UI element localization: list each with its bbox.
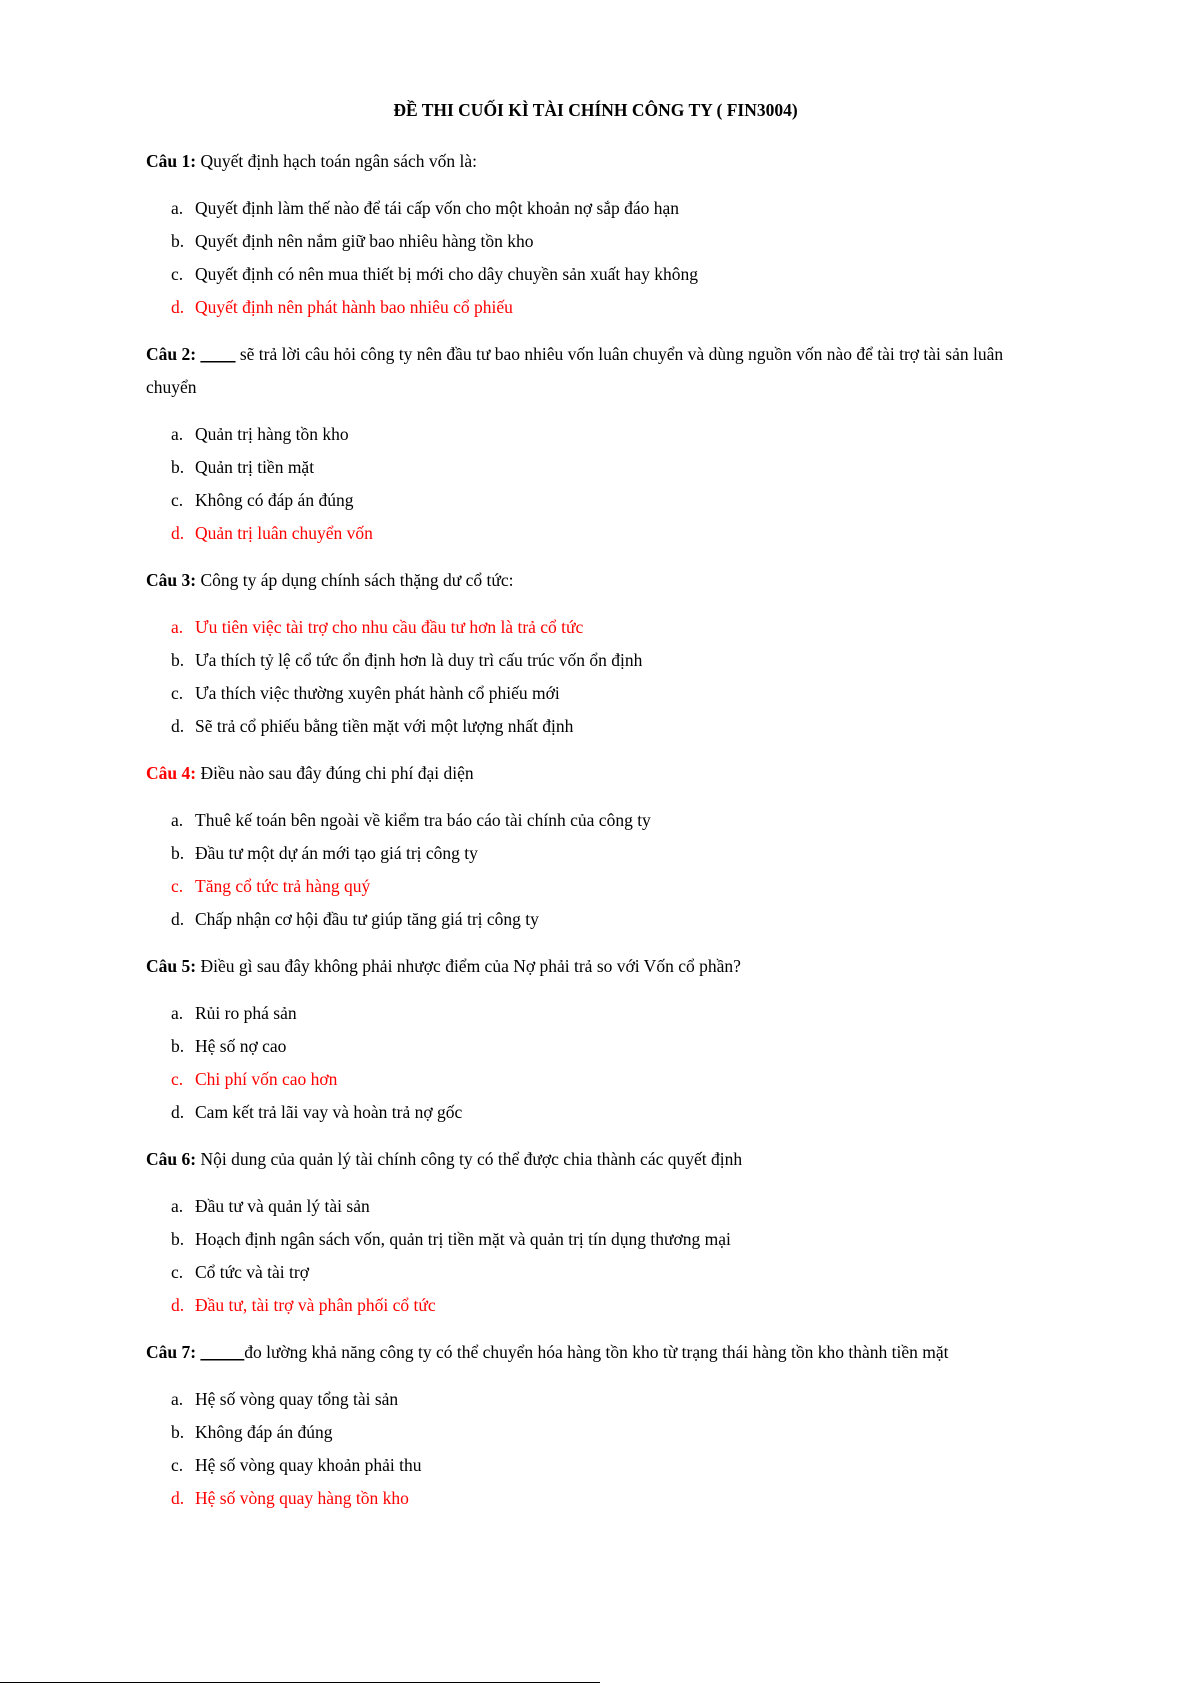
question-3-body: Công ty áp dụng chính sách thặng dư cổ tức: [196, 570, 514, 590]
option-letter: b. [171, 1422, 185, 1442]
option-text: Ưa thích tỷ lệ cổ tức ổn định hơn là duy trì cấu trúc vốn ổn định [195, 650, 643, 670]
option-letter: d. [171, 909, 185, 929]
question-5-option-a [146, 997, 1046, 1030]
option-text: Thuê kế toán bên ngoài về kiểm tra báo cáo tài chính của công ty [195, 810, 651, 830]
question-2-option-a [146, 418, 1046, 451]
question-1 [146, 145, 1046, 324]
footer-divider [0, 1682, 600, 1683]
option-text: Quyết định nên nắm giữ bao nhiêu hàng tồn kho [195, 231, 534, 251]
question-3-option-b [146, 644, 1046, 677]
question-5-option-d [146, 1096, 1046, 1129]
option-letter: c. [171, 876, 184, 896]
question-3-option-d [146, 710, 1046, 743]
option-text: Sẽ trả cổ phiếu bằng tiền mặt với một lượng nhất định [195, 716, 574, 736]
question-list [146, 145, 1046, 1529]
question-4-option-a [146, 804, 1046, 837]
option-letter: a. [171, 1003, 184, 1023]
option-text: Cam kết trả lãi vay và hoàn trả nợ gốc [195, 1102, 463, 1122]
question-2-label: Câu 2: [146, 344, 197, 364]
question-7-body: đo lường khả năng công ty có thể chuyển hóa hàng tồn kho từ trạng thái hàng tồn kho thành tiền mặt [244, 1342, 949, 1362]
option-letter: b. [171, 1229, 185, 1249]
option-letter: c. [171, 1262, 184, 1282]
question-7-option-b [146, 1416, 1046, 1449]
question-5-label: Câu 5: [146, 956, 197, 976]
question-7-option-d-correct [146, 1482, 1046, 1515]
question-4 [146, 757, 1046, 936]
option-letter: a. [171, 1196, 184, 1216]
question-7-option-c [146, 1449, 1046, 1482]
question-1-label: Câu 1: [146, 151, 197, 171]
question-6-label: Câu 6: [146, 1149, 197, 1169]
question-6-options [146, 1190, 1046, 1322]
option-text: Quyết định làm thế nào để tái cấp vốn cho một khoản nợ sắp đáo hạn [195, 198, 680, 218]
option-letter: b. [171, 457, 185, 477]
option-text: Cổ tức và tài trợ [195, 1262, 309, 1282]
option-text: Chi phí vốn cao hơn [195, 1069, 338, 1089]
option-text: Quyết định có nên mua thiết bị mới cho dây chuyền sản xuất hay không [195, 264, 699, 284]
question-4-option-d [146, 903, 1046, 936]
question-6-option-c [146, 1256, 1046, 1289]
option-text: Chấp nhận cơ hội đầu tư giúp tăng giá trị công ty [195, 909, 539, 929]
question-2-option-d-correct [146, 517, 1046, 550]
question-6 [146, 1143, 1046, 1322]
question-2-body: sẽ trả lời câu hỏi công ty nên đầu tư bao nhiêu vốn luân chuyển và dùng nguồn vốn nào để tài trợ tài sản luân chuyển [146, 344, 1004, 397]
question-4-body: Điều nào sau đây đúng chi phí đại diện [196, 763, 474, 783]
question-2-option-c [146, 484, 1046, 517]
option-letter: c. [171, 264, 184, 284]
question-7-text [146, 1336, 1046, 1369]
question-3-text [146, 564, 1046, 597]
option-letter: d. [171, 523, 185, 543]
option-letter: d. [171, 1295, 185, 1315]
question-2-blank: ____ [200, 344, 236, 364]
question-5-body: Điều gì sau đây không phải nhược điểm của Nợ phải trả so với Vốn cổ phần? [196, 956, 741, 976]
question-2-options [146, 418, 1046, 550]
option-letter: a. [171, 810, 184, 830]
option-text: Hệ số vòng quay khoản phải thu [195, 1455, 422, 1475]
question-6-body: Nội dung của quản lý tài chính công ty có thể được chia thành các quyết định [196, 1149, 743, 1169]
option-letter: d. [171, 1102, 185, 1122]
option-letter: b. [171, 1036, 185, 1056]
question-1-options [146, 192, 1046, 324]
question-3 [146, 564, 1046, 743]
option-text: Ưa thích việc thường xuyên phát hành cổ phiếu mới [195, 683, 560, 703]
option-text: Hoạch định ngân sách vốn, quản trị tiền mặt và quản trị tín dụng thương mại [195, 1229, 731, 1249]
question-4-option-b [146, 837, 1046, 870]
question-1-option-a [146, 192, 1046, 225]
option-letter: c. [171, 1069, 184, 1089]
question-7-option-a [146, 1383, 1046, 1416]
option-text: Quản trị tiền mặt [195, 457, 315, 477]
option-letter: b. [171, 843, 185, 863]
question-1-option-d-correct [146, 291, 1046, 324]
option-text: Đầu tư, tài trợ và phân phối cổ tức [195, 1295, 436, 1315]
option-text: Quyết định nên phát hành bao nhiêu cổ phiếu [195, 297, 513, 317]
option-letter: a. [171, 1389, 184, 1409]
option-letter: d. [171, 297, 185, 317]
question-3-options [146, 611, 1046, 743]
question-4-label: Câu 4: [146, 763, 197, 783]
option-letter: a. [171, 617, 184, 637]
option-letter: a. [171, 424, 184, 444]
question-2 [146, 338, 1046, 550]
question-1-body: Quyết định hạch toán ngân sách vốn là: [196, 151, 477, 171]
question-7-label: Câu 7: [146, 1342, 197, 1362]
option-letter: c. [171, 1455, 184, 1475]
option-text: Rủi ro phá sản [195, 1003, 297, 1023]
option-text: Đầu tư một dự án mới tạo giá trị công ty [195, 843, 478, 863]
question-3-option-c [146, 677, 1046, 710]
question-5-options [146, 997, 1046, 1129]
question-3-label: Câu 3: [146, 570, 197, 590]
question-1-option-c [146, 258, 1046, 291]
question-6-option-b [146, 1223, 1046, 1256]
question-7-options [146, 1383, 1046, 1515]
question-2-text [146, 338, 1046, 404]
question-1-text [146, 145, 1046, 178]
option-text: Ưu tiên việc tài trợ cho nhu cầu đầu tư hơn là trả cổ tức [195, 617, 584, 637]
option-letter: c. [171, 683, 184, 703]
question-6-option-a [146, 1190, 1046, 1223]
question-4-text [146, 757, 1046, 790]
option-letter: b. [171, 231, 185, 251]
option-letter: c. [171, 490, 184, 510]
question-5-option-b [146, 1030, 1046, 1063]
option-letter: b. [171, 650, 185, 670]
option-letter: d. [171, 716, 185, 736]
option-text: Đầu tư và quản lý tài sản [195, 1196, 370, 1216]
option-text: Không đáp án đúng [195, 1422, 333, 1442]
question-5-text [146, 950, 1046, 983]
question-1-option-b [146, 225, 1046, 258]
option-letter: d. [171, 1488, 185, 1508]
question-4-options [146, 804, 1046, 936]
option-text: Quản trị hàng tồn kho [195, 424, 349, 444]
question-6-option-d-correct [146, 1289, 1046, 1322]
question-7 [146, 1336, 1046, 1515]
option-text: Tăng cổ tức trả hàng quý [195, 876, 371, 896]
question-4-option-c-correct [146, 870, 1046, 903]
option-text: Không có đáp án đúng [195, 490, 354, 510]
question-5 [146, 950, 1046, 1129]
exam-title: ĐỀ THI CUỐI KÌ TÀI CHÍNH CÔNG TY ( FIN3004) [393, 100, 798, 120]
question-5-option-c-correct [146, 1063, 1046, 1096]
option-letter: a. [171, 198, 184, 218]
question-6-text [146, 1143, 1046, 1176]
option-text: Hệ số vòng quay tổng tài sản [195, 1389, 399, 1409]
option-text: Hệ số nợ cao [195, 1036, 287, 1056]
question-3-option-a-correct [146, 611, 1046, 644]
option-text: Hệ số vòng quay hàng tồn kho [195, 1488, 409, 1508]
question-2-option-b [146, 451, 1046, 484]
question-7-blank: _____ [200, 1342, 245, 1362]
option-text: Quản trị luân chuyển vốn [195, 523, 373, 543]
